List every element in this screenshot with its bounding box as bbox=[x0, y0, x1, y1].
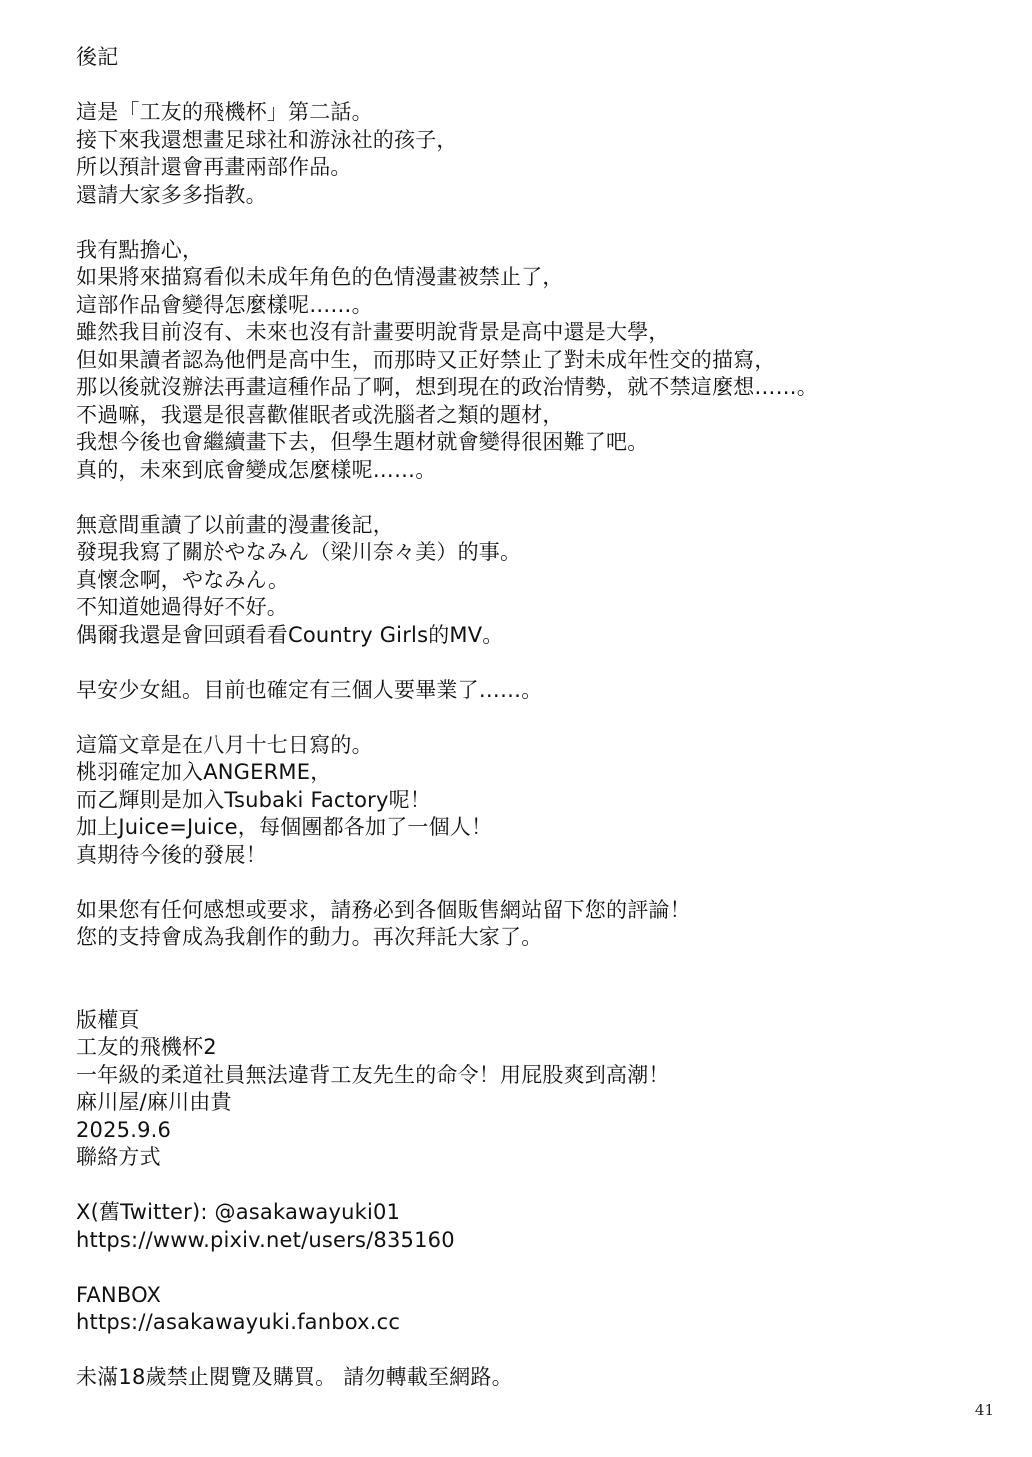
book-title: 工友的飛機杯2 bbox=[76, 1035, 217, 1059]
afterword-title-block bbox=[76, 44, 1016, 72]
afterword-paragraph-2 bbox=[76, 237, 1016, 485]
text-line: 如果您有任何感想或要求，請務必到各個販售網站留下您的評論！ bbox=[76, 897, 691, 922]
text-line: 真期待今後的發展！ bbox=[76, 842, 267, 867]
notice-block bbox=[76, 1364, 1016, 1392]
book-subtitle: 一年級的柔道社員無法違背工友先生的命令！用屁股爽到高潮！ bbox=[76, 1062, 670, 1087]
afterword-paragraph-6 bbox=[76, 897, 1016, 952]
colophon-heading: 版權頁 bbox=[76, 1007, 140, 1032]
fanbox-label: FANBOX bbox=[76, 1282, 162, 1307]
text-line: 但如果讀者認為他們是高中生，而那時又正好禁止了對未成年性交的描寫， bbox=[76, 347, 776, 372]
text-line: 還請大家多多指教。 bbox=[76, 182, 267, 207]
text-line: 而乙輝則是加入Tsubaki Factory呢！ bbox=[76, 787, 431, 812]
afterword-paragraph-5 bbox=[76, 732, 1016, 870]
text-line: 這部作品會變得怎麼樣呢……。 bbox=[76, 292, 373, 317]
text-line: 偶爾我還是會回頭看看Country Girls的MV。 bbox=[76, 622, 504, 647]
text-line: 加上Juice=Juice，每個團都各加了一個人！ bbox=[76, 815, 493, 839]
text-line: 不過嘛，我還是很喜歡催眠者或洗腦者之類的題材， bbox=[76, 402, 564, 427]
text-line: 那以後就沒辦法再畫這種作品了啊，想到現在的政治情勢，就不禁這麼想……。 bbox=[76, 375, 818, 399]
page-number: 41 bbox=[974, 1401, 994, 1419]
text-line: 雖然我目前沒有、未來也沒有計畫要明說背景是高中還是大學， bbox=[76, 320, 670, 344]
contact-fanbox-block bbox=[76, 1282, 1016, 1337]
text-line: 早安少女組。目前也確定有三個人要畢業了……。 bbox=[76, 677, 543, 702]
text-line: 不知道她過得好不好。 bbox=[76, 595, 288, 619]
afterword-paragraph-3 bbox=[76, 512, 1016, 650]
text-line: 真的，未來到底會變成怎麼樣呢……。 bbox=[76, 457, 437, 482]
text-line: 真懷念啊，やなみん。 bbox=[76, 567, 290, 592]
afterword-paragraph-4 bbox=[76, 677, 1016, 705]
afterword-title: 後記 bbox=[76, 45, 119, 69]
text-line: 接下來我還想畫足球社和游泳社的孩子， bbox=[76, 127, 458, 152]
text-line: 桃羽確定加入ANGERME， bbox=[76, 760, 332, 784]
contact-social-block bbox=[76, 1199, 1016, 1254]
fanbox-url: https://asakawayuki.fanbox.cc bbox=[76, 1310, 401, 1334]
text-line: 這篇文章是在八月十七日寫的。 bbox=[76, 732, 373, 757]
text-line: 這是「工友的飛機杯」第二話。 bbox=[76, 100, 373, 124]
text-line: 無意間重讀了以前畫的漫畫後記， bbox=[76, 512, 394, 537]
age-restriction-notice: 未滿18歲禁止閱覽及購買。 請勿轉載至網路。 bbox=[76, 1365, 513, 1389]
text-line: 我有點擔心， bbox=[76, 237, 204, 262]
contact-label: 聯絡方式 bbox=[76, 1145, 161, 1169]
author: 麻川屋/麻川由貴 bbox=[76, 1090, 232, 1114]
pixiv-url: https://www.pixiv.net/users/835160 bbox=[76, 1227, 455, 1252]
text-line: 您的支持會成為我創作的動力。再次拜託大家了。 bbox=[76, 925, 543, 949]
publish-date: 2025.9.6 bbox=[76, 1117, 172, 1142]
text-line: 所以預計還會再畫兩部作品。 bbox=[76, 155, 352, 179]
twitter-handle: X(舊Twitter): @asakawayuki01 bbox=[76, 1200, 401, 1224]
afterword-paragraph-1 bbox=[76, 99, 1016, 209]
page-content bbox=[76, 44, 1016, 1419]
text-line: 發現我寫了關於やなみん（梁川奈々美）的事。 bbox=[76, 540, 522, 564]
text-line: 我想今後也會繼續畫下去，但學生題材就會變得很困難了吧。 bbox=[76, 430, 649, 454]
colophon-block bbox=[76, 1007, 1016, 1172]
text-line: 如果將來描寫看似未成年角色的色情漫畫被禁止了， bbox=[76, 265, 564, 289]
